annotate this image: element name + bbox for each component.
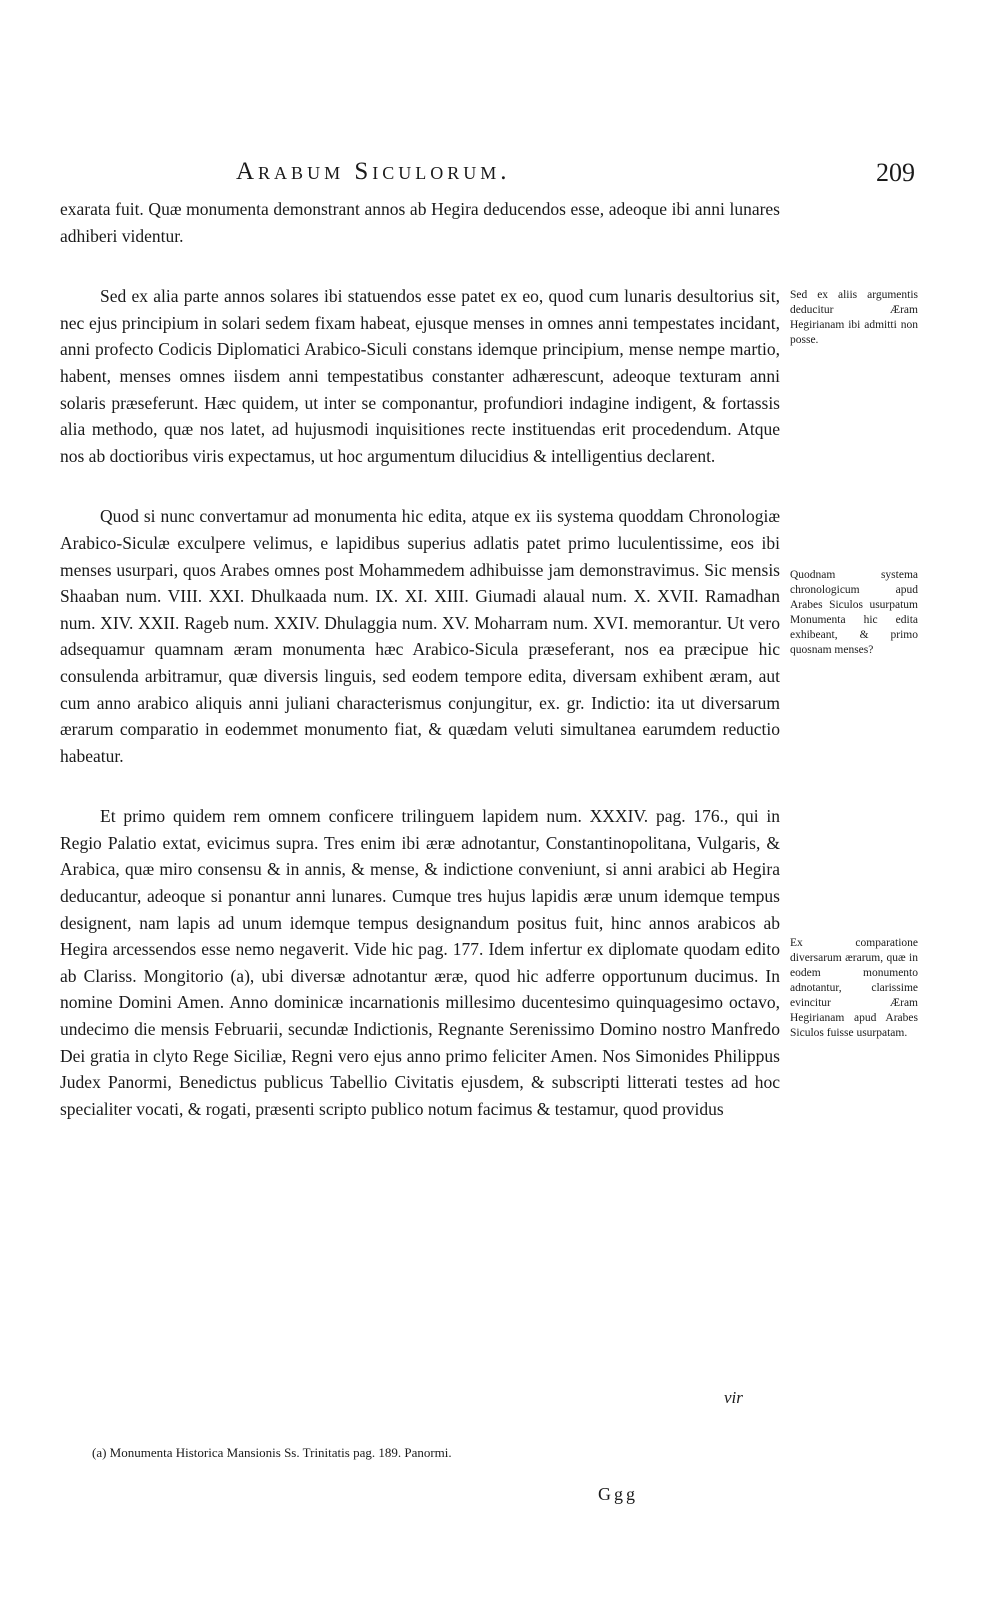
- paragraph-1: exarata fuit. Quæ monumenta demonstrant annos ab Hegira deducendos esse, adeoque ibi anni lunares adhiberi videntur.: [60, 199, 780, 246]
- catchword: vir: [724, 1388, 743, 1407]
- page-header: [60, 158, 915, 198]
- paragraph-3: Quod si nunc convertamur ad monumenta hic edita, atque ex iis systema quoddam Chronologiæ Arabico-Siculæ exculpere velimus, e lapidibus superius adlatis patet primo luculentissime, eos ibi menses usurpari, quos Arabes omnes post Mohammedem adhibuisse jam demonstravimus. Sic mensis Shaaban num. VIII. XXI. Dhulkaada num. IX. XI. XIII. Giumadi alaual num. X. XVII. Ramadhan num. XIV. XXII. Rageb num. XXIV. Dhulaggia num. XV. Moharram num. XVI. memorantur. Ut vero adsequamur quamnam æram monumenta hæc Arabico-Sicula præseferant, nos ea præcipue hic consulenda arbitramur, quæ diversis linguis, sed eodem tempore edita, diversam exhibent æram, aut cum anno arabico aliquis anni juliani characterismus conjungitur, ex. gr. Indictio: ita ut diversarum ærarum comparatio in eodemmet monumento fiat, & quædam veluti simultanea earumdem reductio habeatur.: [60, 506, 780, 766]
- page-number: 209: [876, 158, 915, 187]
- signature-mark: Ggg: [598, 1484, 638, 1504]
- main-text: [60, 196, 780, 1122]
- running-title: Arabum Siculorum.: [236, 158, 511, 185]
- margin-note-2: Quodnam systema chronologicum apud Arabes Siculos usurpatum Monumenta hic edita exhibeant, & primo quosnam menses?: [790, 569, 918, 656]
- paragraph-4: Et primo quidem rem omnem conficere trilinguem lapidem num. XXXIV. pag. 176., qui in Regio Palatio extat, evicimus supra. Tres enim ibi æræ adnotantur, Constantinopolitana, Vulgaris, & Arabica, quæ miro consensu & in annis, & mense, & indictione conveniunt, si anni arabici ab Hegira deducantur, adeoque si ponantur anni lunares. Cumque tres hujus lapidis æræ unum idemque tempus designent, nam lapis ad unum idemque tempus designandum positus fuit, hinc annos arabicos ab Hegira arcessendos esse nemo negaverit. Vide hic pag. 177. Idem infertur ex diplomate quodam edito ab Clariss. Mongitorio (a), ubi diversæ adnotantur æræ, quod hic adferre opportunum ducimus. In nomine Domini Amen. Anno dominicæ incarnationis millesimo ducentesimo quinquagesimo octavo, undecimo die mensis Februarii, secundæ Indictionis, Regnante Serenissimo Domino nostro Manfredo Dei gratia in clyto Rege Siciliæ, Regni vero ejus anno primo feliciter Amen. Nos Simonides Philippus Judex Panormi, Benedictus publicus Tabellio Civitatis ejusdem, & subscripti litterati testes ad hoc specialiter vocati, & rogati, præsenti scripto publico notum facimus & testamur, quod providus: [60, 806, 780, 1119]
- margin-note-1: Sed ex aliis argumentis deducitur Æram Hegirianam ibi admitti non posse.: [790, 289, 918, 346]
- footnote: (a) Monumenta Historica Mansionis Ss. Trinitatis pag. 189. Panormi.: [92, 1445, 452, 1460]
- margin-note-3: Ex comparatione diversarum ærarum, quæ in eodem monumento adnotantur, clarissime evincitur Æram Hegirianam apud Arabes Siculos fuisse usurpatam.: [790, 937, 918, 1039]
- paragraph-2: Sed ex alia parte annos solares ibi statuendos esse patet ex eo, quod cum lunaris desultorius sit, nec ejus principium in solari sedem fixam habeat, ejusque menses in omnes anni tempestates incidant, anni profecto Codicis Diplomatici Arabico-Siculi constans idemque principium, mense nempe martio, habent, menses omnes iisdem anni tempestatibus constanter adhærescunt, adeoque texturam anni solaris præseferunt. Hæc quidem, ut inter se componantur, profundiori indagine indigent, & fortassis alia methodo, quæ nos latet, ad hujusmodi inquisitiones recte instituendas erit procedendum. Atque nos ab doctioribus viris expectamus, ut hoc argumentum dilucidius & intelligentius declarent.: [60, 286, 780, 466]
